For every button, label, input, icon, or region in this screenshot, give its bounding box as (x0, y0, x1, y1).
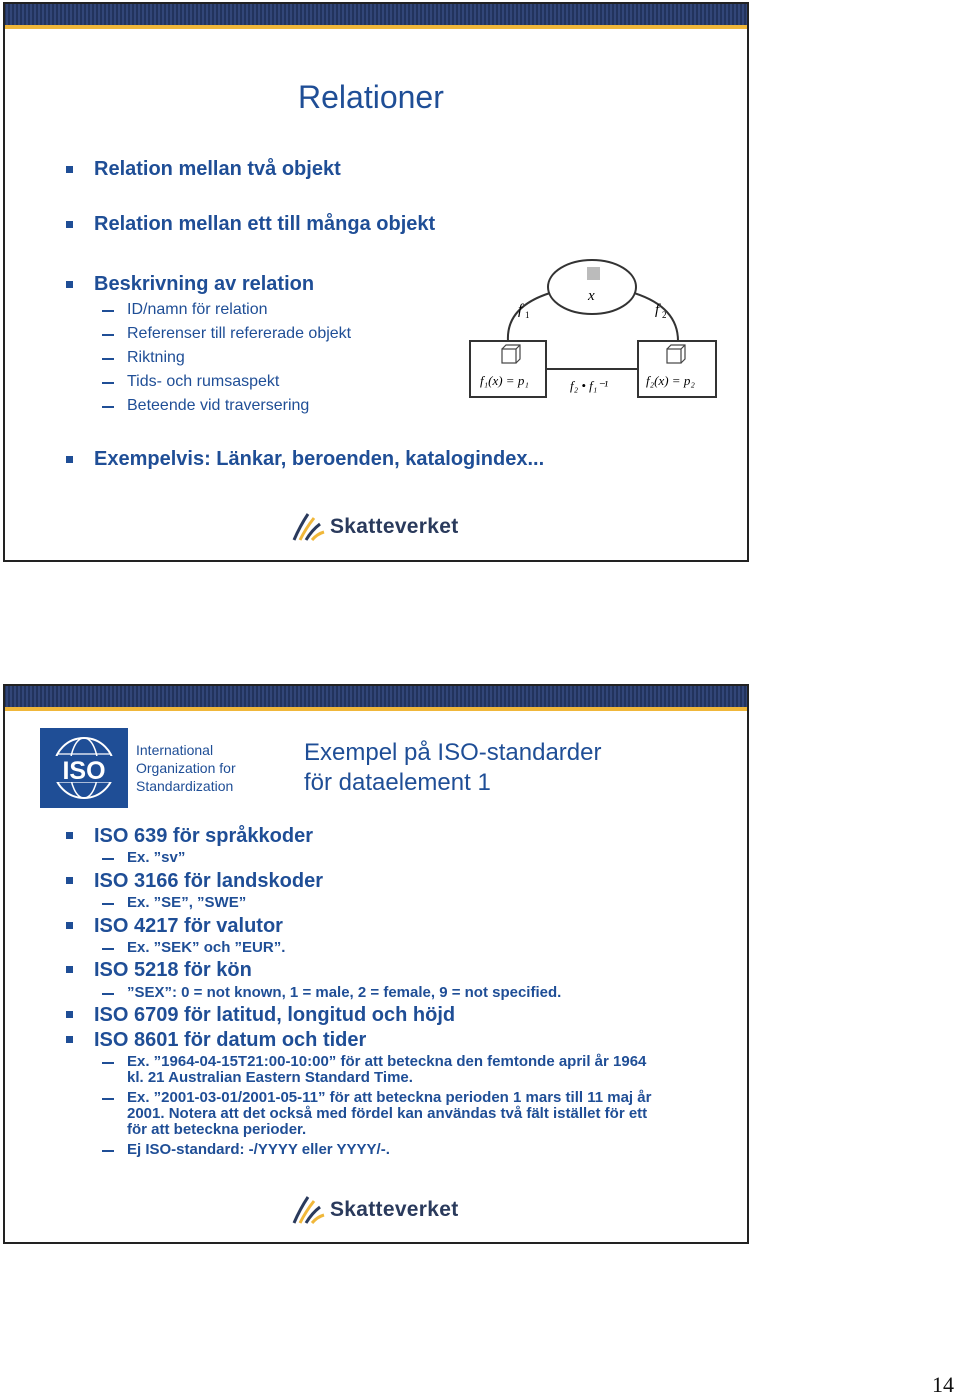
bullet-item: ISO 5218 för kön (66, 959, 252, 982)
skatteverket-wordmark: Skatteverket (330, 515, 459, 538)
relation-diagram (466, 257, 718, 403)
node-label: x (588, 288, 595, 304)
bullet-item: Exempelvis: Länkar, beroenden, katalogindex... (66, 448, 544, 471)
bullet-item: Relation mellan ett till många objekt (66, 213, 435, 236)
page-number: 14 (932, 1372, 954, 1397)
node-square (587, 267, 600, 280)
sub-item: Ex. ”sv” (102, 850, 185, 866)
skatteverket-crown-icon (290, 510, 326, 544)
f2-sub: 2 (662, 310, 667, 320)
left-formula: f₁(x) = p₁ (480, 373, 529, 388)
sub-item: Ex. ”SEK” och ”EUR”. (102, 940, 285, 956)
bullet-item: Relation mellan två objekt (66, 158, 341, 181)
sub-item: Tids- och rumsaspekt (102, 373, 279, 391)
bullet-item: Beskrivning av relation (66, 273, 314, 296)
bullet-item: ISO 6709 för latitud, longitud och höjd (66, 1004, 455, 1027)
iso-name-line: Organization for (136, 760, 236, 776)
title-line: Exempel på ISO-standarder (304, 739, 602, 766)
iso-logo (40, 728, 246, 808)
slide-title (304, 738, 601, 798)
iso-name-line: Standardization (136, 778, 234, 794)
iso-mark-text: ISO (62, 757, 106, 785)
title-line: för dataelement 1 (304, 769, 491, 796)
bullet-item: ISO 8601 för datum och tider (66, 1029, 366, 1052)
skatteverket-crown-icon (290, 1193, 326, 1227)
sub-item: ”SEX”: 0 = not known, 1 = male, 2 = female, 9 = not specified. (102, 985, 662, 1001)
middle-formula: f₂ • f₁⁻¹ (570, 378, 609, 393)
sub-item: Riktning (102, 349, 185, 367)
skatteverket-logo (290, 510, 459, 544)
skatteverket-logo (290, 1193, 459, 1227)
skatteverket-wordmark: Skatteverket (330, 1198, 459, 1221)
iso-name-line: International (136, 742, 214, 758)
slide-header-bar (5, 686, 747, 711)
sub-item: Ej ISO-standard: -/YYYY eller YYYY/-. (102, 1142, 662, 1158)
bullet-item: ISO 4217 för valutor (66, 915, 283, 938)
slide-title: Relationer (298, 79, 444, 115)
f2-label: f (655, 302, 660, 318)
bullet-item: ISO 3166 för landskoder (66, 870, 323, 893)
sub-item: Ex. ”2001-03-01/2001-05-11” för att beteckna perioden 1 mars till 11 maj år 2001. Notera att det också med fördel kan användas två fält istället för ett för att beteckna perioder. (102, 1090, 662, 1138)
bullet-item: ISO 639 för språkkoder (66, 825, 313, 848)
right-formula: f₂(x) = p₂ (646, 373, 695, 388)
sub-item: Beteende vid traversering (102, 397, 309, 415)
sub-item: Referenser till refererade objekt (102, 325, 351, 343)
f1-sub: 1 (525, 310, 530, 320)
f1-label: f (518, 302, 523, 318)
sub-item: Ex. ”1964-04-15T21:00-10:00” för att beteckna den femtonde april år 1964 kl. 21 Australian Eastern Standard Time. (102, 1054, 662, 1086)
sub-item: ID/namn för relation (102, 301, 268, 319)
sub-item: Ex. ”SE”, ”SWE” (102, 895, 246, 911)
slide-header-bar (5, 4, 747, 29)
